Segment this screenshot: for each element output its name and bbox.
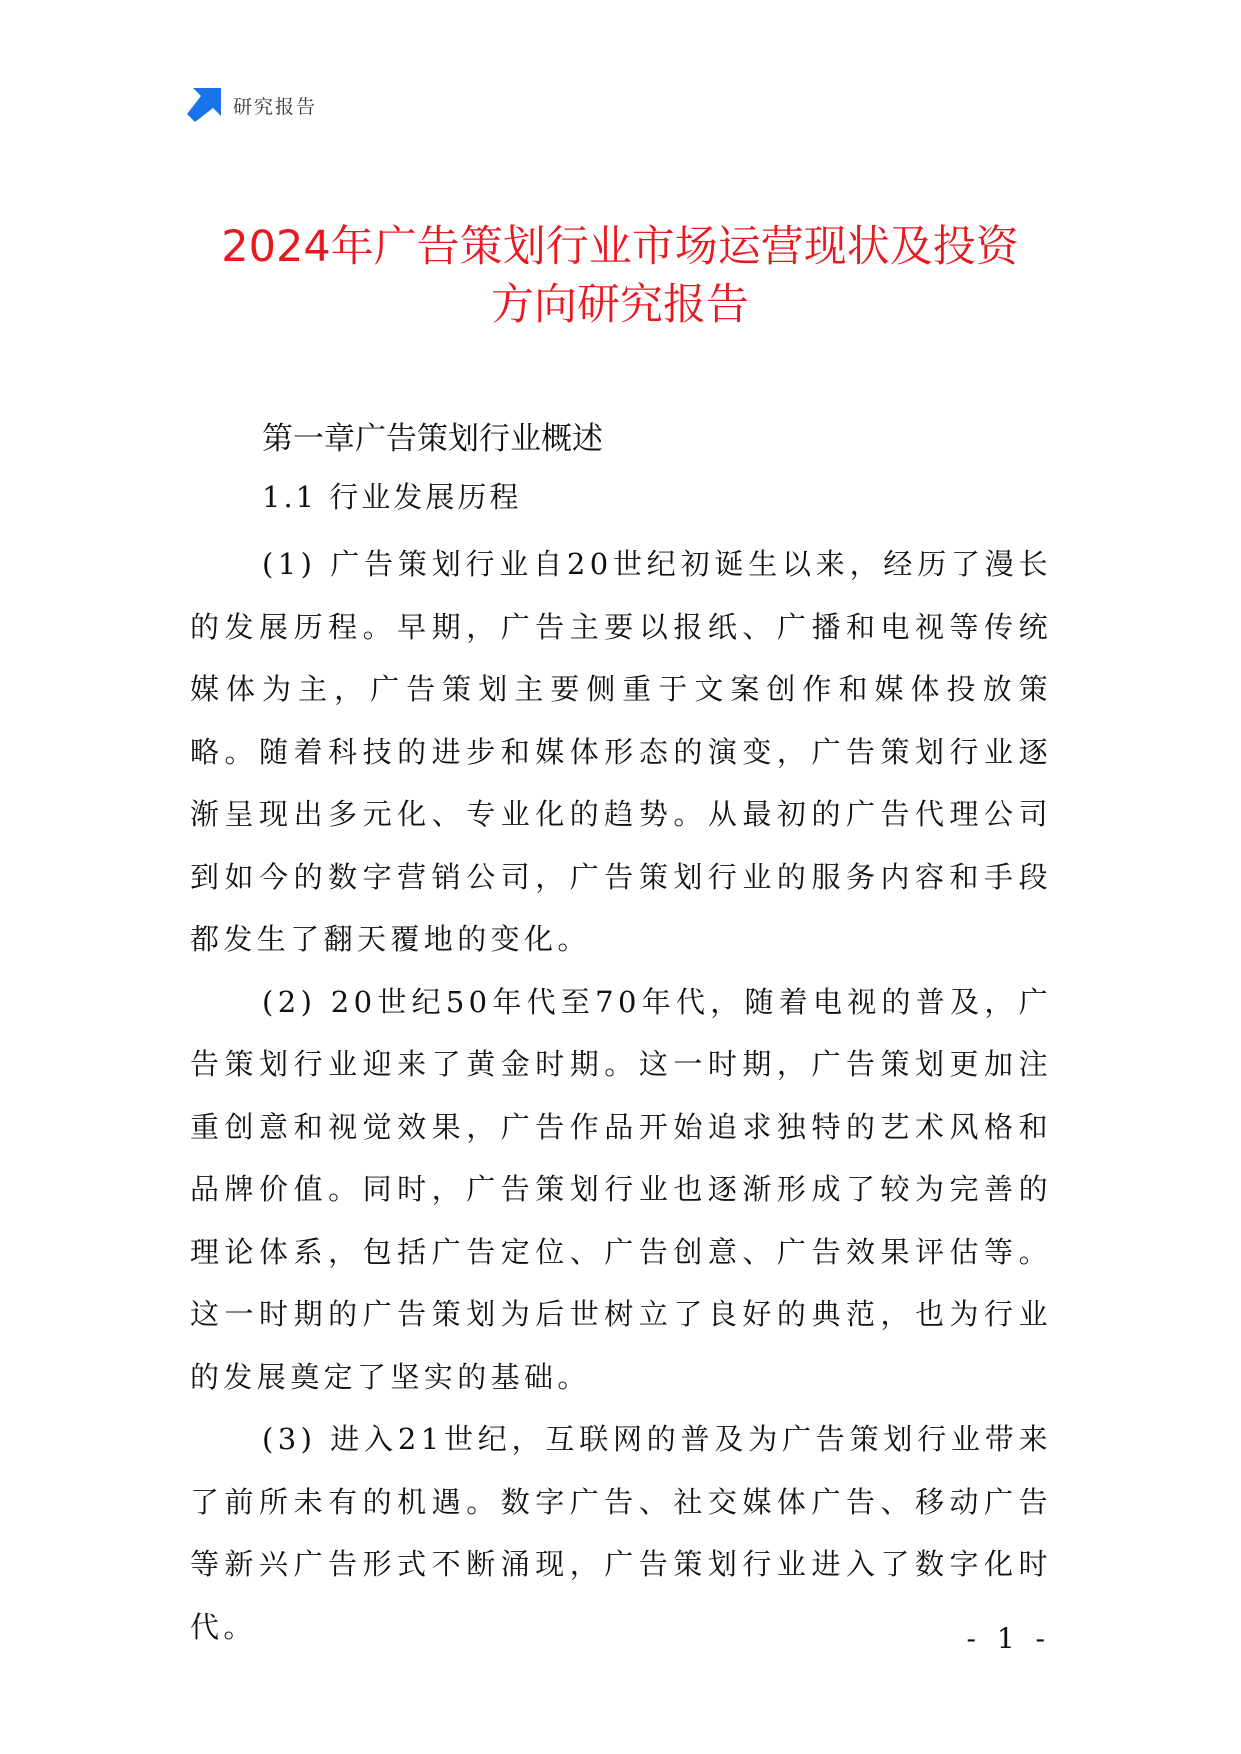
section-heading: 1.1 行业发展历程 [262,480,522,514]
report-header [187,88,317,122]
document-body [190,415,1052,1658]
paragraph-2: (2) 20世纪50年代至70年代，随着电视的普及，广告策划行业迎来了黄金时期。这一时期，广告策划更加注重创意和视觉效果，广告作品开始追求独特的艺术风格和品牌价值。同时，广告策划行业也逐渐形成了较为完善的理论体系，包括广告定位、广告创意、广告效果评估等。这一时期的广告策划为后世树立了良好的典范，也为行业的发展奠定了坚实的基础。 [190,984,1052,1394]
paragraph-1: (1) 广告策划行业自20世纪初诞生以来，经历了漫长的发展历程。早期，广告主要以报纸、广播和电视等传统媒体为主，广告策划主要侧重于文案创作和媒体投放策略。随着科技的进步和媒体形态的演变，广告策划行业逐渐呈现出多元化、专业化的趋势。从最初的广告代理公司到如今的数字营销公司，广告策划行业的服务内容和手段都发生了翻天覆地的变化。 [190,547,1052,956]
page-number: - 1 - [966,1622,1051,1655]
title-line-2: 方向研究报告 [491,280,749,330]
arrow-up-right-icon [187,88,221,122]
paragraph-3: (3) 进入21世纪，互联网的普及为广告策划行业带来了前所未有的机遇。数字广告、社交媒体广告、移动广告等新兴广告形式不断涌现，广告策划行业进入了数字化时代。 [190,1422,1052,1644]
document-title [150,218,1090,334]
header-label: 研究报告 [233,95,318,118]
chapter-heading: 第一章广告策划行业概述 [262,421,603,457]
title-line-1: 2024年广告策划行业市场运营现状及投资 [221,222,1019,272]
